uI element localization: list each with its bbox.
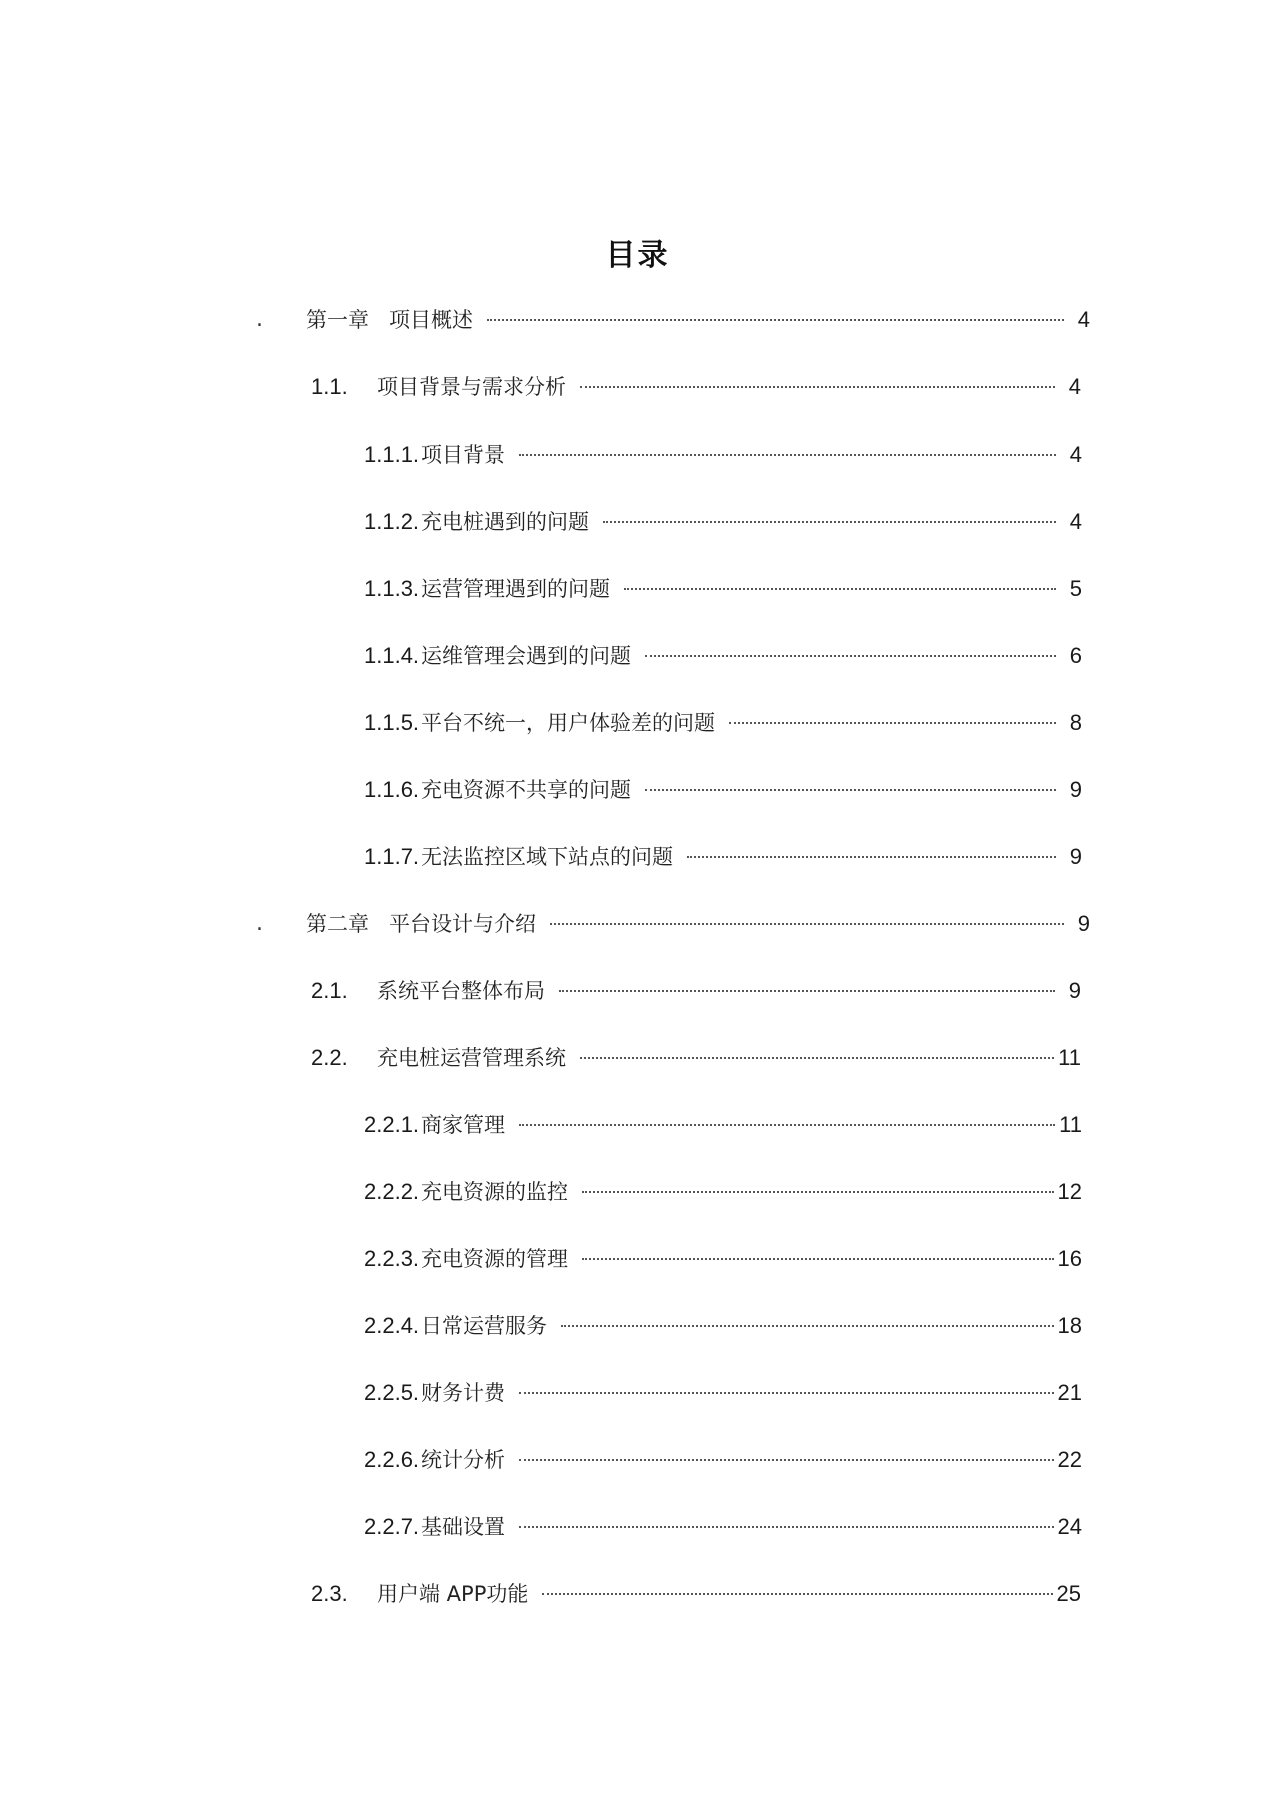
toc-entry-label: 运维管理会遇到的问题: [421, 644, 632, 668]
toc-section-number: 1.1.5.: [364, 710, 420, 735]
toc-entry-1-1-1[interactable]: [364, 440, 1082, 470]
toc-section-number: 2.2.6.: [364, 1447, 420, 1472]
toc-page-number: 22: [1057, 1447, 1082, 1472]
toc-dot-leader: [519, 454, 1056, 456]
toc-entry-1-1-6[interactable]: [364, 775, 1082, 805]
toc-entry-label: 项目背景与需求分析: [377, 375, 566, 399]
toc-page-number: 25: [1056, 1581, 1081, 1606]
toc-entry-label: 充电资源的监控: [421, 1180, 569, 1204]
toc-dot-leader: [519, 1526, 1053, 1528]
toc-section-number: 1.1.1.: [364, 442, 420, 467]
toc-section-number: 2.1.: [311, 978, 348, 1003]
toc-entry-1-1-3[interactable]: [364, 574, 1082, 604]
toc-entry-label: 无法监控区域下站点的问题: [421, 845, 674, 869]
toc-section-number: 1.1.7.: [364, 844, 420, 869]
toc-chapter-number: 第二章: [306, 912, 369, 936]
toc-entry-label: 运营管理遇到的问题: [421, 577, 611, 601]
toc-section-number: 2.2.3.: [364, 1246, 420, 1271]
toc-page-number: 24: [1057, 1514, 1082, 1539]
toc-dot-leader: [519, 1392, 1053, 1394]
toc-page-number: 5: [1069, 576, 1082, 601]
toc-page-number: 9: [1068, 978, 1081, 1003]
toc-section-number: 2.3.: [311, 1581, 348, 1606]
toc-entry-label: 基础设置: [421, 1515, 506, 1539]
toc-entry-2-2-6[interactable]: [364, 1445, 1082, 1475]
toc-section-number: 2.2.: [311, 1045, 348, 1070]
toc-entry-2-1[interactable]: [311, 976, 1081, 1006]
toc-dot-leader: [645, 655, 1056, 657]
toc-dot-leader: [603, 521, 1056, 523]
toc-section-number: 1.1.: [311, 374, 348, 399]
toc-page-number: 16: [1057, 1246, 1082, 1271]
toc-entry-2-2[interactable]: [311, 1043, 1081, 1073]
toc-dot-leader: [559, 990, 1055, 992]
toc-entry-label: 充电资源的管理: [421, 1247, 569, 1271]
toc-section-number: 2.2.7.: [364, 1514, 420, 1539]
toc-entry-label: 系统平台整体布局: [377, 979, 545, 1003]
toc-title: 目录: [605, 238, 670, 273]
toc-section-number: 2.2.4.: [364, 1313, 420, 1338]
toc-page-number: 9: [1069, 777, 1082, 802]
toc-entry-1-1-2[interactable]: [364, 507, 1082, 537]
toc-bullet: .: [256, 307, 263, 332]
toc-entry-label: 统计分析: [421, 1448, 506, 1472]
toc-dot-leader: [487, 319, 1064, 321]
toc-dot-leader: [519, 1124, 1055, 1126]
toc-dot-leader: [550, 923, 1064, 925]
toc-dot-leader: [580, 386, 1055, 388]
toc-dot-leader: [519, 1459, 1053, 1461]
toc-section-number: 1.1.4.: [364, 643, 420, 668]
toc-section-number: 1.1.3.: [364, 576, 420, 601]
toc-section-number: 2.2.1.: [364, 1112, 420, 1137]
toc-dot-leader: [582, 1191, 1053, 1193]
toc-dot-leader: [542, 1593, 1052, 1595]
toc-entry-2-2-1[interactable]: [364, 1110, 1082, 1140]
toc-page-number: 9: [1077, 911, 1090, 936]
toc-section-number: 1.1.2.: [364, 509, 420, 534]
toc-entry-label: 项目概述: [389, 308, 473, 332]
toc-entry-1-1-5[interactable]: [364, 708, 1082, 738]
toc-section-number: 2.2.2.: [364, 1179, 420, 1204]
toc-page-number: 9: [1069, 844, 1082, 869]
toc-dot-leader: [561, 1325, 1053, 1327]
toc-dot-leader: [624, 588, 1056, 590]
toc-entry-label: 平台设计与介绍: [389, 912, 536, 936]
toc-entry-label: 充电桩运营管理系统: [377, 1046, 566, 1070]
toc-entry-1-1-4[interactable]: [364, 641, 1082, 671]
toc-entry-1-1-7[interactable]: [364, 842, 1082, 872]
toc-page-number: 4: [1069, 442, 1082, 467]
toc-entry-label: 项目背景: [421, 443, 506, 467]
toc-page-number: 4: [1077, 307, 1090, 332]
toc-page-number: 11: [1058, 1045, 1081, 1070]
toc-page-number: 4: [1069, 509, 1082, 534]
toc-page-number: 8: [1069, 710, 1082, 735]
toc-page-number: 6: [1069, 643, 1082, 668]
toc-entry-1-1[interactable]: [311, 372, 1081, 402]
toc-entry-chapter-2[interactable]: [256, 909, 1090, 939]
toc-page-number: 18: [1057, 1313, 1082, 1338]
toc-entry-2-2-7[interactable]: [364, 1512, 1082, 1542]
toc-dot-leader: [729, 722, 1056, 724]
toc-entry-label: 充电资源不共享的问题: [421, 778, 632, 802]
toc-entry-2-2-3[interactable]: [364, 1244, 1082, 1274]
toc-entry-2-2-4[interactable]: [364, 1311, 1082, 1341]
toc-section-number: 2.2.5.: [364, 1380, 420, 1405]
toc-entry-label: 日常运营服务: [421, 1314, 548, 1338]
toc-dot-leader: [687, 856, 1056, 858]
toc-dot-leader: [645, 789, 1056, 791]
toc-dot-leader: [580, 1057, 1054, 1059]
toc-entry-label: 财务计费: [421, 1381, 506, 1405]
toc-entry-2-2-2[interactable]: [364, 1177, 1082, 1207]
toc-entry-label: 商家管理: [421, 1113, 506, 1137]
toc-page-number: 4: [1068, 374, 1081, 399]
toc-page-number: 11: [1059, 1112, 1082, 1137]
toc-page-number: 12: [1057, 1179, 1082, 1204]
toc-entry-label: 用户端 APP功能: [377, 1582, 529, 1606]
toc-page-number: 21: [1057, 1380, 1082, 1405]
toc-entry-chapter-1[interactable]: [256, 305, 1090, 335]
toc-entry-2-3[interactable]: [311, 1579, 1081, 1609]
toc-bullet: .: [256, 911, 263, 936]
toc-section-number: 1.1.6.: [364, 777, 420, 802]
toc-entry-label: 平台不统一，用户体验差的问题: [421, 711, 716, 735]
toc-chapter-number: 第一章: [306, 308, 369, 332]
toc-entry-2-2-5[interactable]: [364, 1378, 1082, 1408]
toc-entry-label: 充电桩遇到的问题: [421, 510, 590, 534]
toc-dot-leader: [582, 1258, 1053, 1260]
